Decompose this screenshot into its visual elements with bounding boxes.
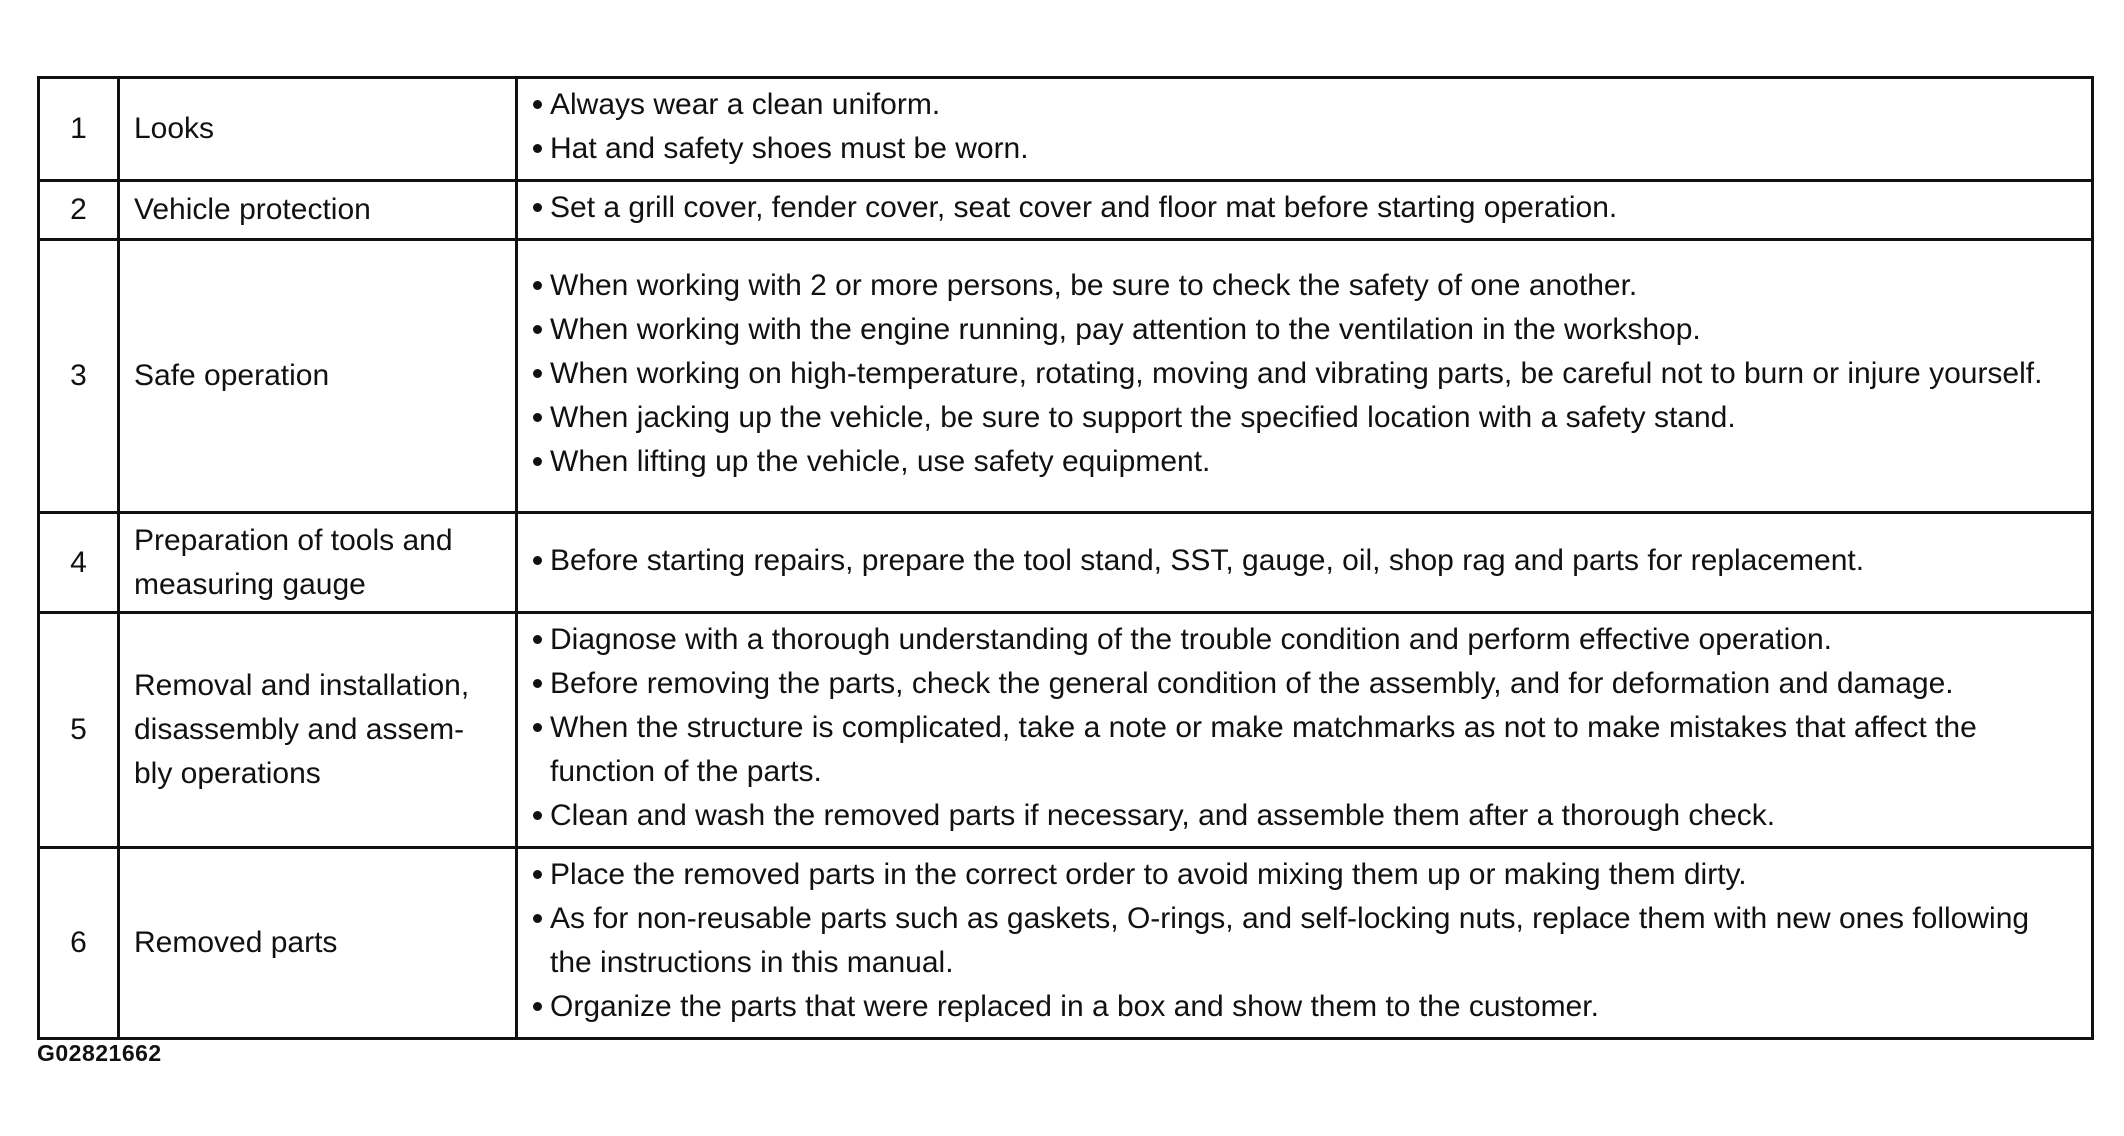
row-number: 3: [39, 240, 119, 513]
bullet-item: When working on high-temperature, rotating, moving and vibrating parts, be careful not to burn or injure yourself.: [530, 352, 2071, 396]
figure-code: G02821662: [37, 1040, 162, 1066]
category-line: measuring gauge: [134, 567, 366, 601]
row-number: 5: [39, 613, 119, 848]
table-row: [39, 513, 2093, 613]
category-line: Removal and installation,: [134, 669, 470, 702]
bullet-item: When jacking up the vehicle, be sure to support the specified location with a safety stand.: [530, 396, 2071, 440]
bullet-item: Place the removed parts in the correct order to avoid mixing them up or making them dirty.: [530, 853, 2071, 897]
bullet-item: Set a grill cover, fender cover, seat cover and floor mat before starting operation.: [530, 186, 2071, 230]
bullet-item: Diagnose with a thorough understanding of the trouble condition and perform effective operation.: [530, 618, 2071, 662]
bullet-item: When working with the engine running, pay attention to the ventilation in the workshop.: [530, 308, 2071, 352]
bullet-item: As for non-reusable parts such as gaskets, O-rings, and self-locking nuts, replace them with new ones following the instructions in this manual.: [530, 897, 2071, 985]
category-line: disassembly and assem-: [134, 713, 465, 746]
row-category: [119, 613, 517, 848]
bullet-item: Clean and wash the removed parts if necessary, and assemble them after a thorough check.: [530, 794, 2071, 838]
row-description: [517, 613, 2093, 848]
table-row: [39, 613, 2093, 848]
row-number: 2: [39, 181, 119, 240]
row-description: [517, 513, 2093, 613]
row-description: [517, 78, 2093, 181]
table-row: [39, 848, 2093, 1039]
bullet-item: When the structure is complicated, take a note or make matchmarks as not to make mistakes that affect the function of the parts.: [530, 706, 2071, 794]
bullet-item: Hat and safety shoes must be worn.: [530, 127, 2071, 171]
table-row: [39, 78, 2093, 181]
row-description: [517, 181, 2093, 240]
category-line: bly operations: [134, 757, 321, 790]
row-category: Safe operation: [119, 240, 517, 513]
row-category: Vehicle protection: [119, 181, 517, 240]
bullet-item: Before starting repairs, prepare the tool stand, SST, gauge, oil, shop rag and parts for replacement.: [530, 539, 2071, 583]
bullet-item: When working with 2 or more persons, be sure to check the safety of one another.: [530, 264, 2071, 308]
table-row: [39, 240, 2093, 513]
bullet-item: Before removing the parts, check the general condition of the assembly, and for deformation and damage.: [530, 662, 2071, 706]
row-number: 4: [39, 513, 119, 613]
row-category: [119, 513, 517, 613]
bullet-item: Organize the parts that were replaced in a box and show them to the customer.: [530, 985, 2071, 1029]
row-number: 6: [39, 848, 119, 1039]
table-row: [39, 181, 2093, 240]
row-category: Removed parts: [119, 848, 517, 1039]
row-number: 1: [39, 78, 119, 181]
bullet-item: Always wear a clean uniform.: [530, 83, 2071, 127]
row-category: Looks: [119, 78, 517, 181]
row-description: [517, 240, 2093, 513]
row-description: [517, 848, 2093, 1039]
bullet-item: When lifting up the vehicle, use safety equipment.: [530, 440, 2071, 484]
category-line: Preparation of tools and: [134, 523, 453, 557]
work-precautions-table: [37, 76, 2094, 1040]
